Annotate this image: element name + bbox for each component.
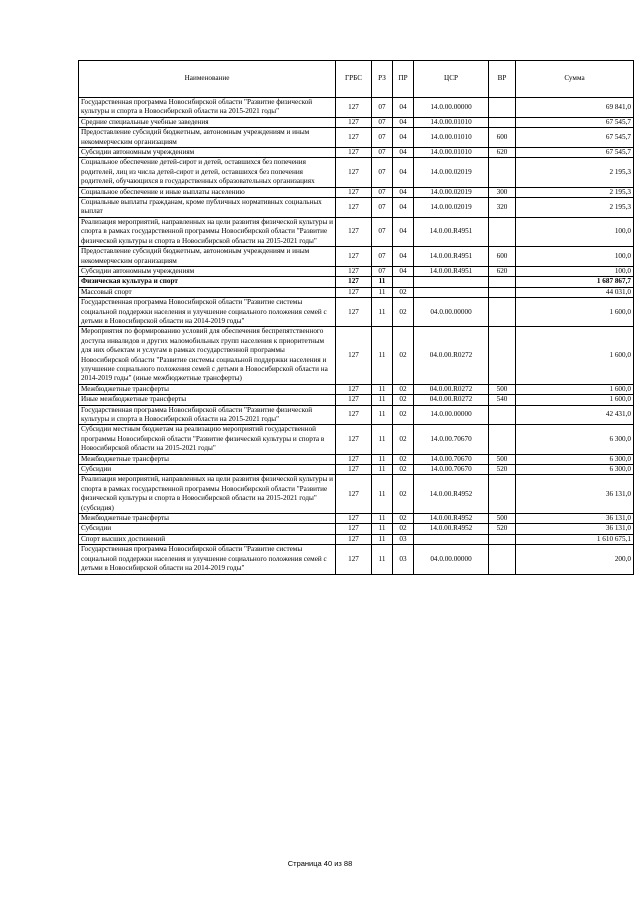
cell-grbs: 127: [336, 395, 372, 405]
cell-rz: 07: [372, 217, 393, 246]
cell-rz: 11: [372, 524, 393, 534]
cell-sum: 42 431,0: [516, 405, 634, 425]
cell-pr: 04: [393, 266, 414, 276]
cell-pr: 04: [393, 98, 414, 118]
cell-rz: 11: [372, 277, 393, 287]
cell-grbs: 127: [336, 266, 372, 276]
cell-rz: 07: [372, 198, 393, 218]
cell-rz: 11: [372, 514, 393, 524]
cell-pr: 04: [393, 198, 414, 218]
cell-vr: [489, 475, 516, 514]
cell-grbs: 127: [336, 545, 372, 574]
cell-csr: 04.0.00.00000: [414, 545, 489, 574]
cell-csr: 14.0.00.70670: [414, 425, 489, 454]
cell-sum: 67 545,7: [516, 128, 634, 148]
cell-rz: 11: [372, 545, 393, 574]
cell-vr: 540: [489, 395, 516, 405]
cell-name: Социальные выплаты гражданам, кроме публичных нормативных социальных выплат: [79, 198, 336, 218]
table-body: [79, 98, 634, 575]
cell-rz: 11: [372, 298, 393, 327]
cell-name: Государственная программа Новосибирской области "Развитие физической культуры и спорта в Новосибирской области на 2015-2021 годы": [79, 405, 336, 425]
cell-pr: 04: [393, 158, 414, 187]
header-sum: Сумма: [516, 61, 634, 98]
cell-vr: 500: [489, 514, 516, 524]
cell-grbs: 127: [336, 98, 372, 118]
cell-rz: 11: [372, 395, 393, 405]
cell-sum: 100,0: [516, 217, 634, 246]
cell-sum: 6 300,0: [516, 425, 634, 454]
cell-pr: 04: [393, 247, 414, 267]
cell-name: Субсидии: [79, 465, 336, 475]
cell-csr: 14.0.00.02019: [414, 198, 489, 218]
page-number: Страница 40 из 88: [287, 859, 353, 868]
cell-rz: 11: [372, 405, 393, 425]
cell-csr: 04.0.00.00000: [414, 298, 489, 327]
table-row: [79, 287, 634, 297]
table-row: [79, 395, 634, 405]
cell-name: Субсидии автономным учреждениям: [79, 148, 336, 158]
cell-grbs: 127: [336, 187, 372, 197]
cell-sum: 67 545,7: [516, 148, 634, 158]
cell-csr: 14.0.00.R4952: [414, 475, 489, 514]
cell-grbs: 127: [336, 524, 372, 534]
budget-table: [78, 60, 634, 575]
table-row: [79, 128, 634, 148]
cell-name: Массовый спорт: [79, 287, 336, 297]
cell-sum: 200,0: [516, 545, 634, 574]
cell-pr: 02: [393, 524, 414, 534]
cell-vr: [489, 158, 516, 187]
cell-grbs: 127: [336, 198, 372, 218]
cell-grbs: 127: [336, 277, 372, 287]
header-rz: РЗ: [372, 61, 393, 98]
cell-name: Социальное обеспечение и иные выплаты населению: [79, 187, 336, 197]
cell-grbs: 127: [336, 287, 372, 297]
cell-csr: 14.0.00.R4951: [414, 266, 489, 276]
cell-vr: 600: [489, 247, 516, 267]
cell-sum: 100,0: [516, 266, 634, 276]
cell-grbs: 127: [336, 148, 372, 158]
cell-sum: 36 131,0: [516, 514, 634, 524]
cell-sum: 1 600,0: [516, 298, 634, 327]
cell-grbs: 127: [336, 247, 372, 267]
table-row: [79, 217, 634, 246]
cell-sum: 69 841,0: [516, 98, 634, 118]
cell-grbs: 127: [336, 405, 372, 425]
table-header-row: [79, 61, 634, 98]
cell-vr: 320: [489, 198, 516, 218]
cell-sum: 2 195,3: [516, 198, 634, 218]
cell-csr: [414, 534, 489, 544]
cell-rz: 07: [372, 266, 393, 276]
cell-sum: 2 195,3: [516, 187, 634, 197]
cell-name: Государственная программа Новосибирской области "Развитие системы социальной поддержки населения и улучшение социального положения семей с детьми в Новосибирской области на 2014-2019 годы": [79, 298, 336, 327]
cell-rz: 11: [372, 465, 393, 475]
cell-vr: [489, 217, 516, 246]
cell-vr: 300: [489, 187, 516, 197]
cell-csr: 14.0.00.R4951: [414, 247, 489, 267]
cell-name: Социальное обеспечение детей-сирот и детей, оставшихся без попечения родителей, лиц из числа детей-сирот и детей, оставшихся без попечения родителей, обучающихся в государственных образовательных организациях: [79, 158, 336, 187]
cell-pr: 04: [393, 187, 414, 197]
cell-pr: 04: [393, 128, 414, 148]
cell-sum: 6 300,0: [516, 465, 634, 475]
header-pr: ПР: [393, 61, 414, 98]
cell-csr: 14.0.00.01010: [414, 148, 489, 158]
cell-pr: 02: [393, 465, 414, 475]
cell-vr: [489, 98, 516, 118]
cell-pr: 02: [393, 395, 414, 405]
table-row: [79, 247, 634, 267]
cell-csr: [414, 277, 489, 287]
cell-name: Реализация мероприятий, направленных на цели развития физической культуры и спорта в рамках государственной программы Новосибирской области "Развитие физической культуры и спорта в Новосибирской области на 2015-2021 годы": [79, 217, 336, 246]
table-row: [79, 198, 634, 218]
cell-name: Субсидии автономным учреждениям: [79, 266, 336, 276]
cell-grbs: 127: [336, 217, 372, 246]
cell-sum: 36 131,0: [516, 524, 634, 534]
cell-name: Государственная программа Новосибирской области "Развитие физической культуры и спорта в Новосибирской области на 2015-2021 годы": [79, 98, 336, 118]
cell-grbs: 127: [336, 384, 372, 394]
table-row: [79, 465, 634, 475]
cell-sum: 1 600,0: [516, 384, 634, 394]
cell-sum: 1 610 675,1: [516, 534, 634, 544]
cell-grbs: 127: [336, 475, 372, 514]
table-row: [79, 117, 634, 127]
cell-pr: 02: [393, 298, 414, 327]
header-csr: ЦСР: [414, 61, 489, 98]
cell-rz: 11: [372, 534, 393, 544]
cell-csr: [414, 287, 489, 297]
cell-sum: 1 687 867,7: [516, 277, 634, 287]
table-row: [79, 425, 634, 454]
cell-grbs: 127: [336, 298, 372, 327]
cell-sum: 6 300,0: [516, 454, 634, 464]
header-name: Наименование: [79, 61, 336, 98]
cell-sum: 36 131,0: [516, 475, 634, 514]
cell-vr: [489, 405, 516, 425]
cell-pr: [393, 277, 414, 287]
table-row: [79, 534, 634, 544]
table-row: [79, 158, 634, 187]
table-row: [79, 187, 634, 197]
table-row: [79, 384, 634, 394]
cell-name: Межбюджетные трансферты: [79, 454, 336, 464]
cell-grbs: 127: [336, 128, 372, 148]
cell-csr: 14.0.00.00000: [414, 98, 489, 118]
table-row: [79, 524, 634, 534]
cell-vr: 620: [489, 266, 516, 276]
cell-grbs: 127: [336, 327, 372, 384]
cell-csr: 14.0.00.01010: [414, 117, 489, 127]
cell-sum: 1 600,0: [516, 327, 634, 384]
cell-pr: 03: [393, 545, 414, 574]
cell-pr: 02: [393, 287, 414, 297]
cell-name: Реализация мероприятий, направленных на цели развития физической культуры и спорта в рамках государственной программы Новосибирской области "Развитие физической культуры и спорта в Новосибирской области на 2015-2021 годы" (субсидия): [79, 475, 336, 514]
cell-name: Спорт высших достижений: [79, 534, 336, 544]
cell-vr: [489, 534, 516, 544]
cell-rz: 07: [372, 148, 393, 158]
cell-vr: 600: [489, 128, 516, 148]
table-row: [79, 454, 634, 464]
cell-rz: 07: [372, 158, 393, 187]
table-row: [79, 545, 634, 574]
cell-csr: 04.0.00.R0272: [414, 327, 489, 384]
cell-rz: 11: [372, 475, 393, 514]
cell-csr: 14.0.00.02019: [414, 187, 489, 197]
table-row: [79, 266, 634, 276]
cell-csr: 14.0.00.R4951: [414, 217, 489, 246]
cell-name: Межбюджетные трансферты: [79, 384, 336, 394]
cell-csr: 04.0.00.R0272: [414, 395, 489, 405]
cell-sum: 100,0: [516, 247, 634, 267]
cell-rz: 11: [372, 287, 393, 297]
cell-rz: 07: [372, 247, 393, 267]
cell-name: Физическая культура и спорт: [79, 277, 336, 287]
cell-name: Иные межбюджетные трансферты: [79, 395, 336, 405]
cell-sum: 44 031,0: [516, 287, 634, 297]
cell-sum: 67 545,7: [516, 117, 634, 127]
cell-grbs: 127: [336, 534, 372, 544]
table-row: [79, 298, 634, 327]
table-row: [79, 514, 634, 524]
cell-csr: 14.0.00.00000: [414, 405, 489, 425]
cell-pr: 04: [393, 117, 414, 127]
cell-pr: 04: [393, 148, 414, 158]
cell-vr: 500: [489, 384, 516, 394]
cell-name: Мероприятия по формированию условий для обеспечения беспрепятственного доступа инвалидов и других маломобильных групп населения к приоритетным для них объектам и услугам в рамках государственной программы Новосибирской области "Развитие системы социальной поддержки населения и улучшение социального положения семей с детьми в Новосибирской области на 2014-2019 годы" (иные межбюджетные трансферты): [79, 327, 336, 384]
cell-vr: 520: [489, 524, 516, 534]
cell-rz: 11: [372, 425, 393, 454]
cell-csr: 14.0.00.01010: [414, 128, 489, 148]
cell-grbs: 127: [336, 465, 372, 475]
table-row: [79, 277, 634, 287]
table-row: [79, 405, 634, 425]
cell-rz: 07: [372, 128, 393, 148]
cell-csr: 04.0.00.R0272: [414, 384, 489, 394]
table-row: [79, 148, 634, 158]
cell-grbs: 127: [336, 158, 372, 187]
header-vr: ВР: [489, 61, 516, 98]
cell-grbs: 127: [336, 514, 372, 524]
cell-vr: [489, 277, 516, 287]
cell-pr: 02: [393, 454, 414, 464]
table-row: [79, 327, 634, 384]
cell-name: Межбюджетные трансферты: [79, 514, 336, 524]
cell-vr: 520: [489, 465, 516, 475]
cell-vr: [489, 327, 516, 384]
cell-grbs: 127: [336, 454, 372, 464]
cell-name: Предоставление субсидий бюджетным, автономным учреждениям и иным некоммерческим организациям: [79, 128, 336, 148]
cell-vr: [489, 117, 516, 127]
table-row: [79, 98, 634, 118]
cell-rz: 07: [372, 187, 393, 197]
header-grbs: ГРБС: [336, 61, 372, 98]
cell-pr: 02: [393, 327, 414, 384]
table-row: [79, 475, 634, 514]
cell-rz: 11: [372, 384, 393, 394]
cell-pr: 04: [393, 217, 414, 246]
cell-csr: 14.0.00.70670: [414, 465, 489, 475]
cell-pr: 02: [393, 475, 414, 514]
cell-grbs: 127: [336, 425, 372, 454]
cell-name: Предоставление субсидий бюджетным, автономным учреждениям и иным некоммерческим организациям: [79, 247, 336, 267]
cell-grbs: 127: [336, 117, 372, 127]
cell-pr: 02: [393, 425, 414, 454]
cell-csr: 14.0.00.R4952: [414, 514, 489, 524]
cell-rz: 11: [372, 327, 393, 384]
cell-sum: 2 195,3: [516, 158, 634, 187]
cell-pr: 02: [393, 384, 414, 394]
cell-vr: [489, 298, 516, 327]
cell-csr: 14.0.00.02019: [414, 158, 489, 187]
cell-rz: 07: [372, 117, 393, 127]
cell-csr: 14.0.00.70670: [414, 454, 489, 464]
cell-vr: [489, 287, 516, 297]
cell-sum: 1 600,0: [516, 395, 634, 405]
cell-name: Субсидии: [79, 524, 336, 534]
cell-name: Государственная программа Новосибирской области "Развитие системы социальной поддержки населения и улучшение социального положения семей с детьми в Новосибирской области на 2014-2019 годы": [79, 545, 336, 574]
budget-table-container: [78, 60, 633, 575]
cell-name: Средние специальные учебные заведения: [79, 117, 336, 127]
cell-pr: 02: [393, 514, 414, 524]
cell-pr: 03: [393, 534, 414, 544]
cell-csr: 14.0.00.R4952: [414, 524, 489, 534]
cell-rz: 11: [372, 454, 393, 464]
cell-name: Субсидии местным бюджетам на реализацию мероприятий государственной программы Новосибирской области "Развитие физической культуры и спорта в Новосибирской области на 2015-2021 годы": [79, 425, 336, 454]
cell-vr: 620: [489, 148, 516, 158]
cell-vr: [489, 425, 516, 454]
cell-vr: [489, 545, 516, 574]
cell-rz: 07: [372, 98, 393, 118]
cell-pr: 02: [393, 405, 414, 425]
cell-vr: 500: [489, 454, 516, 464]
